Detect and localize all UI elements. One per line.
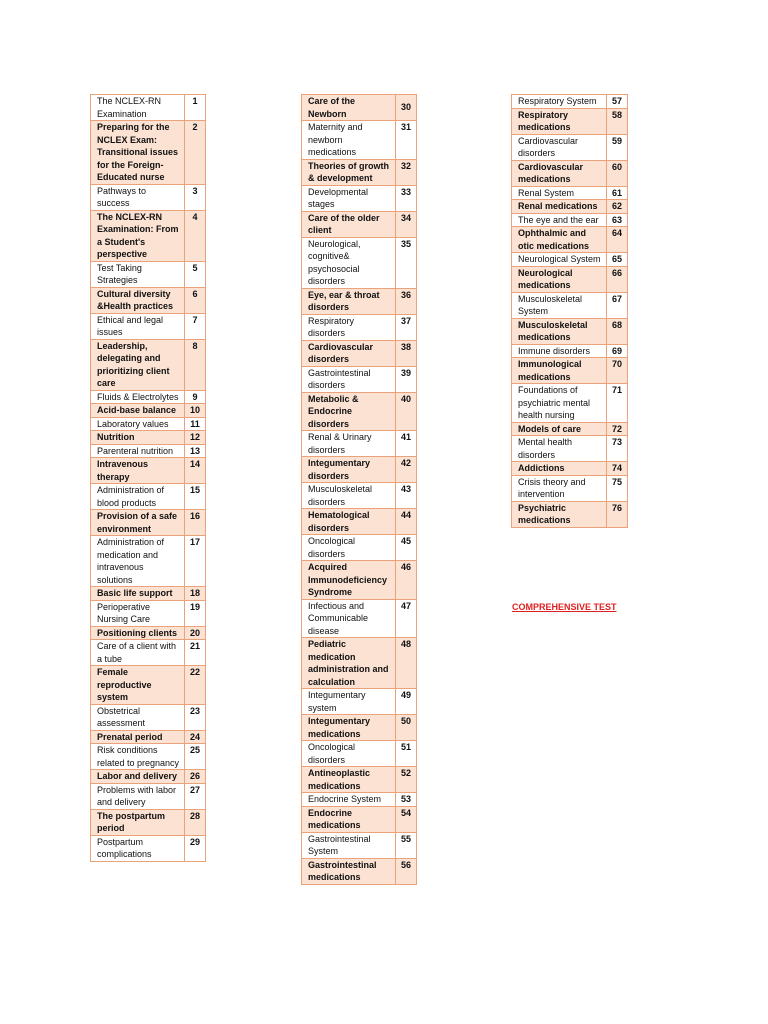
toc-row[interactable] [512,227,628,253]
toc-row[interactable] [91,287,206,313]
toc-row[interactable] [91,184,206,210]
toc-entry-number: 9 [185,390,206,404]
toc-entry-number: 61 [607,186,628,200]
toc-row[interactable] [512,108,628,134]
toc-entry-title: Gastrointestinal disorders [302,366,396,392]
toc-entry-title: Endocrine System [302,793,396,807]
toc-entry-number: 8 [185,339,206,390]
toc-entry-title: Infectious and Communicable disease [302,599,396,638]
toc-entry-title: The NCLEX-RN Examination: From a Student's perspective [91,210,185,261]
toc-entry-title: Acid-base balance [91,404,185,418]
toc-entry-number: 68 [607,318,628,344]
toc-entry-number: 60 [607,160,628,186]
toc-entry-number: 29 [185,835,206,861]
toc-entry-title: Care of the Newborn [302,95,396,121]
toc-entry-title: The NCLEX-RN Examination [91,95,185,121]
toc-entry-title: Parenteral nutrition [91,444,185,458]
toc-entry-title: Provision of a safe environment [91,510,185,536]
toc-entry-title: Mental health disorders [512,436,607,462]
toc-entry-title: Respiratory medications [512,108,607,134]
toc-entry-number: 19 [185,600,206,626]
toc-entry-title: Female reproductive system [91,666,185,705]
toc-row[interactable] [302,431,417,457]
toc-entry-title: The eye and the ear [512,213,607,227]
toc-entry-title: Risk conditions related to pregnancy [91,744,185,770]
toc-entry-number: 18 [185,587,206,601]
toc-entry-number: 55 [396,832,417,858]
toc-row[interactable] [91,704,206,730]
toc-entry-number: 24 [185,730,206,744]
toc-entry-title: Foundations of psychiatric mental health nursing [512,384,607,423]
toc-entry-title: Respiratory disorders [302,314,396,340]
toc-entry-number: 14 [185,458,206,484]
toc-row[interactable] [91,536,206,587]
toc-entry-number: 39 [396,366,417,392]
toc-entry-number: 32 [396,159,417,185]
toc-entry-title: Oncological disorders [302,535,396,561]
toc-entry-title: Cardiovascular disorders [302,340,396,366]
toc-row[interactable] [302,211,417,237]
toc-entry-number: 10 [185,404,206,418]
toc-entry-number: 52 [396,767,417,793]
toc-row[interactable] [91,666,206,705]
toc-entry-title: Care of a client with a tube [91,640,185,666]
toc-entry-title: Integumentary system [302,689,396,715]
toc-entry-number: 59 [607,134,628,160]
toc-entry-number: 66 [607,266,628,292]
toc-entry-title: Care of the older client [302,211,396,237]
toc-entry-title: Basic life support [91,587,185,601]
toc-entry-title: Renal & Urinary disorders [302,431,396,457]
toc-row[interactable] [91,339,206,390]
toc-entry-number: 63 [607,213,628,227]
toc-row[interactable] [512,213,628,227]
toc-entry-title: The postpartum period [91,809,185,835]
toc-row[interactable] [91,431,206,445]
toc-entry-number: 75 [607,475,628,501]
toc-row[interactable] [512,436,628,462]
toc-entry-number: 64 [607,227,628,253]
toc-entry-title: Metabolic & Endocrine disorders [302,392,396,431]
toc-entry-number: 56 [396,858,417,884]
toc-row[interactable] [91,744,206,770]
toc-row[interactable] [302,509,417,535]
toc-entry-title: Leadership, delegating and prioritizing client care [91,339,185,390]
toc-entry-number: 70 [607,358,628,384]
toc-row[interactable] [512,344,628,358]
toc-entry-number: 15 [185,484,206,510]
toc-row[interactable] [302,159,417,185]
toc-entry-number: 4 [185,210,206,261]
toc-entry-number: 46 [396,561,417,600]
toc-entry-number: 26 [185,770,206,784]
toc-row[interactable] [512,384,628,423]
toc-row[interactable] [91,835,206,861]
toc-row[interactable] [512,422,628,436]
toc-row[interactable] [302,599,417,638]
toc-entry-number: 51 [396,741,417,767]
toc-row[interactable] [302,457,417,483]
toc-row[interactable] [91,210,206,261]
toc-entry-number: 48 [396,638,417,689]
toc-column-3 [511,94,628,528]
toc-entry-number: 13 [185,444,206,458]
toc-row[interactable] [512,95,628,109]
toc-row[interactable] [91,417,206,431]
toc-entry-number: 38 [396,340,417,366]
toc-entry-title: Pathways to success [91,184,185,210]
toc-row[interactable] [91,730,206,744]
toc-entry-number: 40 [396,392,417,431]
toc-entry-number: 16 [185,510,206,536]
toc-row[interactable] [512,462,628,476]
toc-entry-title: Postpartum complications [91,835,185,861]
toc-row[interactable] [91,640,206,666]
toc-entry-title: Antineoplastic medications [302,767,396,793]
toc-entry-number: 72 [607,422,628,436]
toc-row[interactable] [91,484,206,510]
toc-entry-number: 25 [185,744,206,770]
toc-entry-title: Fluids & Electrolytes [91,390,185,404]
toc-row[interactable] [302,483,417,509]
toc-entry-title: Hematological disorders [302,509,396,535]
toc-entry-title: Musculoskeletal disorders [302,483,396,509]
toc-entry-title: Gastrointestinal medications [302,858,396,884]
toc-entry-number: 67 [607,292,628,318]
toc-entry-title: Maternity and newborn medications [302,121,396,160]
toc-row[interactable] [512,358,628,384]
toc-row[interactable] [512,253,628,267]
toc-entry-number: 62 [607,200,628,214]
toc-row[interactable] [302,858,417,884]
toc-entry-number: 37 [396,314,417,340]
toc-entry-number: 69 [607,344,628,358]
toc-entry-title: Intravenous therapy [91,458,185,484]
toc-entry-number: 49 [396,689,417,715]
toc-row[interactable] [302,121,417,160]
toc-entry-number: 65 [607,253,628,267]
toc-entry-title: Neurological medications [512,266,607,292]
toc-row[interactable] [302,715,417,741]
toc-row[interactable] [302,185,417,211]
toc-entry-title: Pediatric medication administration and calculation [302,638,396,689]
toc-entry-title: Acquired Immunodeficiency Syndrome [302,561,396,600]
toc-column-2 [301,94,417,885]
toc-row[interactable] [91,121,206,185]
toc-entry-number: 76 [607,501,628,527]
toc-entry-title: Cardiovascular medications [512,160,607,186]
toc-entry-title: Preparing for the NCLEX Exam: Transitional issues for the Foreign-Educated nurse [91,121,185,185]
toc-row[interactable] [512,501,628,527]
toc-row[interactable] [302,392,417,431]
toc-entry-title: Neurological System [512,253,607,267]
toc-entry-number: 33 [396,185,417,211]
toc-entry-number: 58 [607,108,628,134]
toc-row[interactable] [512,186,628,200]
toc-entry-title: Prenatal period [91,730,185,744]
toc-entry-title: Renal medications [512,200,607,214]
toc-entry-number: 1 [185,95,206,121]
toc-entry-number: 36 [396,288,417,314]
toc-entry-title: Musculoskeletal medications [512,318,607,344]
toc-row[interactable] [302,314,417,340]
toc-row[interactable] [512,200,628,214]
toc-row[interactable] [91,510,206,536]
toc-entry-title: Gastrointestinal System [302,832,396,858]
toc-row[interactable] [302,832,417,858]
toc-entry-number: 41 [396,431,417,457]
toc-entry-title: Problems with labor and delivery [91,783,185,809]
toc-row[interactable] [302,535,417,561]
toc-entry-title: Ophthalmic and otic medications [512,227,607,253]
toc-row[interactable] [302,366,417,392]
toc-row[interactable] [512,134,628,160]
toc-row[interactable] [91,444,206,458]
toc-row[interactable] [302,689,417,715]
toc-entry-number: 74 [607,462,628,476]
toc-entry-title: Respiratory System [512,95,607,109]
toc-entry-title: Oncological disorders [302,741,396,767]
toc-entry-number: 20 [185,626,206,640]
toc-row[interactable] [512,266,628,292]
toc-entry-number: 5 [185,261,206,287]
toc-entry-number: 34 [396,211,417,237]
toc-entry-number: 6 [185,287,206,313]
toc-entry-number: 42 [396,457,417,483]
toc-entry-title: Ethical and legal issues [91,313,185,339]
toc-entry-number: 28 [185,809,206,835]
toc-entry-title: Developmental stages [302,185,396,211]
toc-row[interactable] [302,288,417,314]
toc-entry-title: Obstetrical assessment [91,704,185,730]
toc-entry-title: Endocrine medications [302,806,396,832]
toc-entry-number: 22 [185,666,206,705]
toc-entry-number: 30 [396,95,417,121]
toc-entry-title: Psychiatric medications [512,501,607,527]
toc-entry-title: Eye, ear & throat disorders [302,288,396,314]
toc-entry-number: 17 [185,536,206,587]
toc-entry-title: Crisis theory and intervention [512,475,607,501]
toc-entry-number: 23 [185,704,206,730]
toc-entry-number: 47 [396,599,417,638]
toc-entry-number: 53 [396,793,417,807]
toc-entry-title: Theories of growth & development [302,159,396,185]
comprehensive-test-link[interactable]: COMPREHENSIVE TEST [512,602,617,612]
toc-entry-title: Labor and delivery [91,770,185,784]
toc-row[interactable] [302,561,417,600]
toc-entry-title: Cultural diversity &Health practices [91,287,185,313]
toc-row[interactable] [512,318,628,344]
toc-entry-title: Musculoskeletal System [512,292,607,318]
toc-entry-number: 45 [396,535,417,561]
toc-row[interactable] [91,390,206,404]
toc-entry-number: 44 [396,509,417,535]
toc-row[interactable] [91,261,206,287]
toc-row[interactable] [302,741,417,767]
toc-row[interactable] [91,600,206,626]
toc-entry-title: Immunological medications [512,358,607,384]
toc-entry-title: Perioperative Nursing Care [91,600,185,626]
toc-entry-title: Nutrition [91,431,185,445]
toc-row[interactable] [302,793,417,807]
toc-row[interactable] [91,95,206,121]
toc-entry-number: 57 [607,95,628,109]
toc-entry-title: Laboratory values [91,417,185,431]
toc-entry-title: Models of care [512,422,607,436]
toc-entry-number: 27 [185,783,206,809]
toc-entry-title: Administration of medication and intravenous solutions [91,536,185,587]
toc-row[interactable] [302,237,417,288]
toc-entry-title: Renal System [512,186,607,200]
toc-entry-number: 21 [185,640,206,666]
toc-entry-title: Administration of blood products [91,484,185,510]
toc-row[interactable] [302,95,417,121]
toc-entry-title: Immune disorders [512,344,607,358]
toc-entry-title: Neurological, cognitive& psychosocial disorders [302,237,396,288]
toc-column-1 [90,94,206,862]
toc-entry-number: 3 [185,184,206,210]
toc-row[interactable] [91,809,206,835]
toc-row[interactable] [91,313,206,339]
toc-entry-number: 54 [396,806,417,832]
toc-row[interactable] [302,767,417,793]
toc-entry-number: 71 [607,384,628,423]
toc-entry-title: Addictions [512,462,607,476]
toc-entry-number: 73 [607,436,628,462]
toc-entry-title: Positioning clients [91,626,185,640]
toc-row[interactable] [302,806,417,832]
toc-row[interactable] [302,340,417,366]
toc-entry-number: 12 [185,431,206,445]
toc-entry-number: 43 [396,483,417,509]
toc-entry-title: Integumentary medications [302,715,396,741]
toc-row[interactable] [91,404,206,418]
toc-entry-number: 35 [396,237,417,288]
toc-row[interactable] [91,783,206,809]
toc-row[interactable] [512,475,628,501]
toc-entry-title: Test Taking Strategies [91,261,185,287]
toc-entry-title: Integumentary disorders [302,457,396,483]
toc-entry-number: 50 [396,715,417,741]
toc-row[interactable] [512,160,628,186]
toc-row[interactable] [91,770,206,784]
toc-row[interactable] [91,458,206,484]
toc-row[interactable] [302,638,417,689]
toc-entry-title: Cardiovascular disorders [512,134,607,160]
toc-entry-number: 2 [185,121,206,185]
toc-entry-number: 11 [185,417,206,431]
toc-row[interactable] [91,626,206,640]
toc-entry-number: 7 [185,313,206,339]
toc-row[interactable] [91,587,206,601]
toc-row[interactable] [512,292,628,318]
toc-entry-number: 31 [396,121,417,160]
